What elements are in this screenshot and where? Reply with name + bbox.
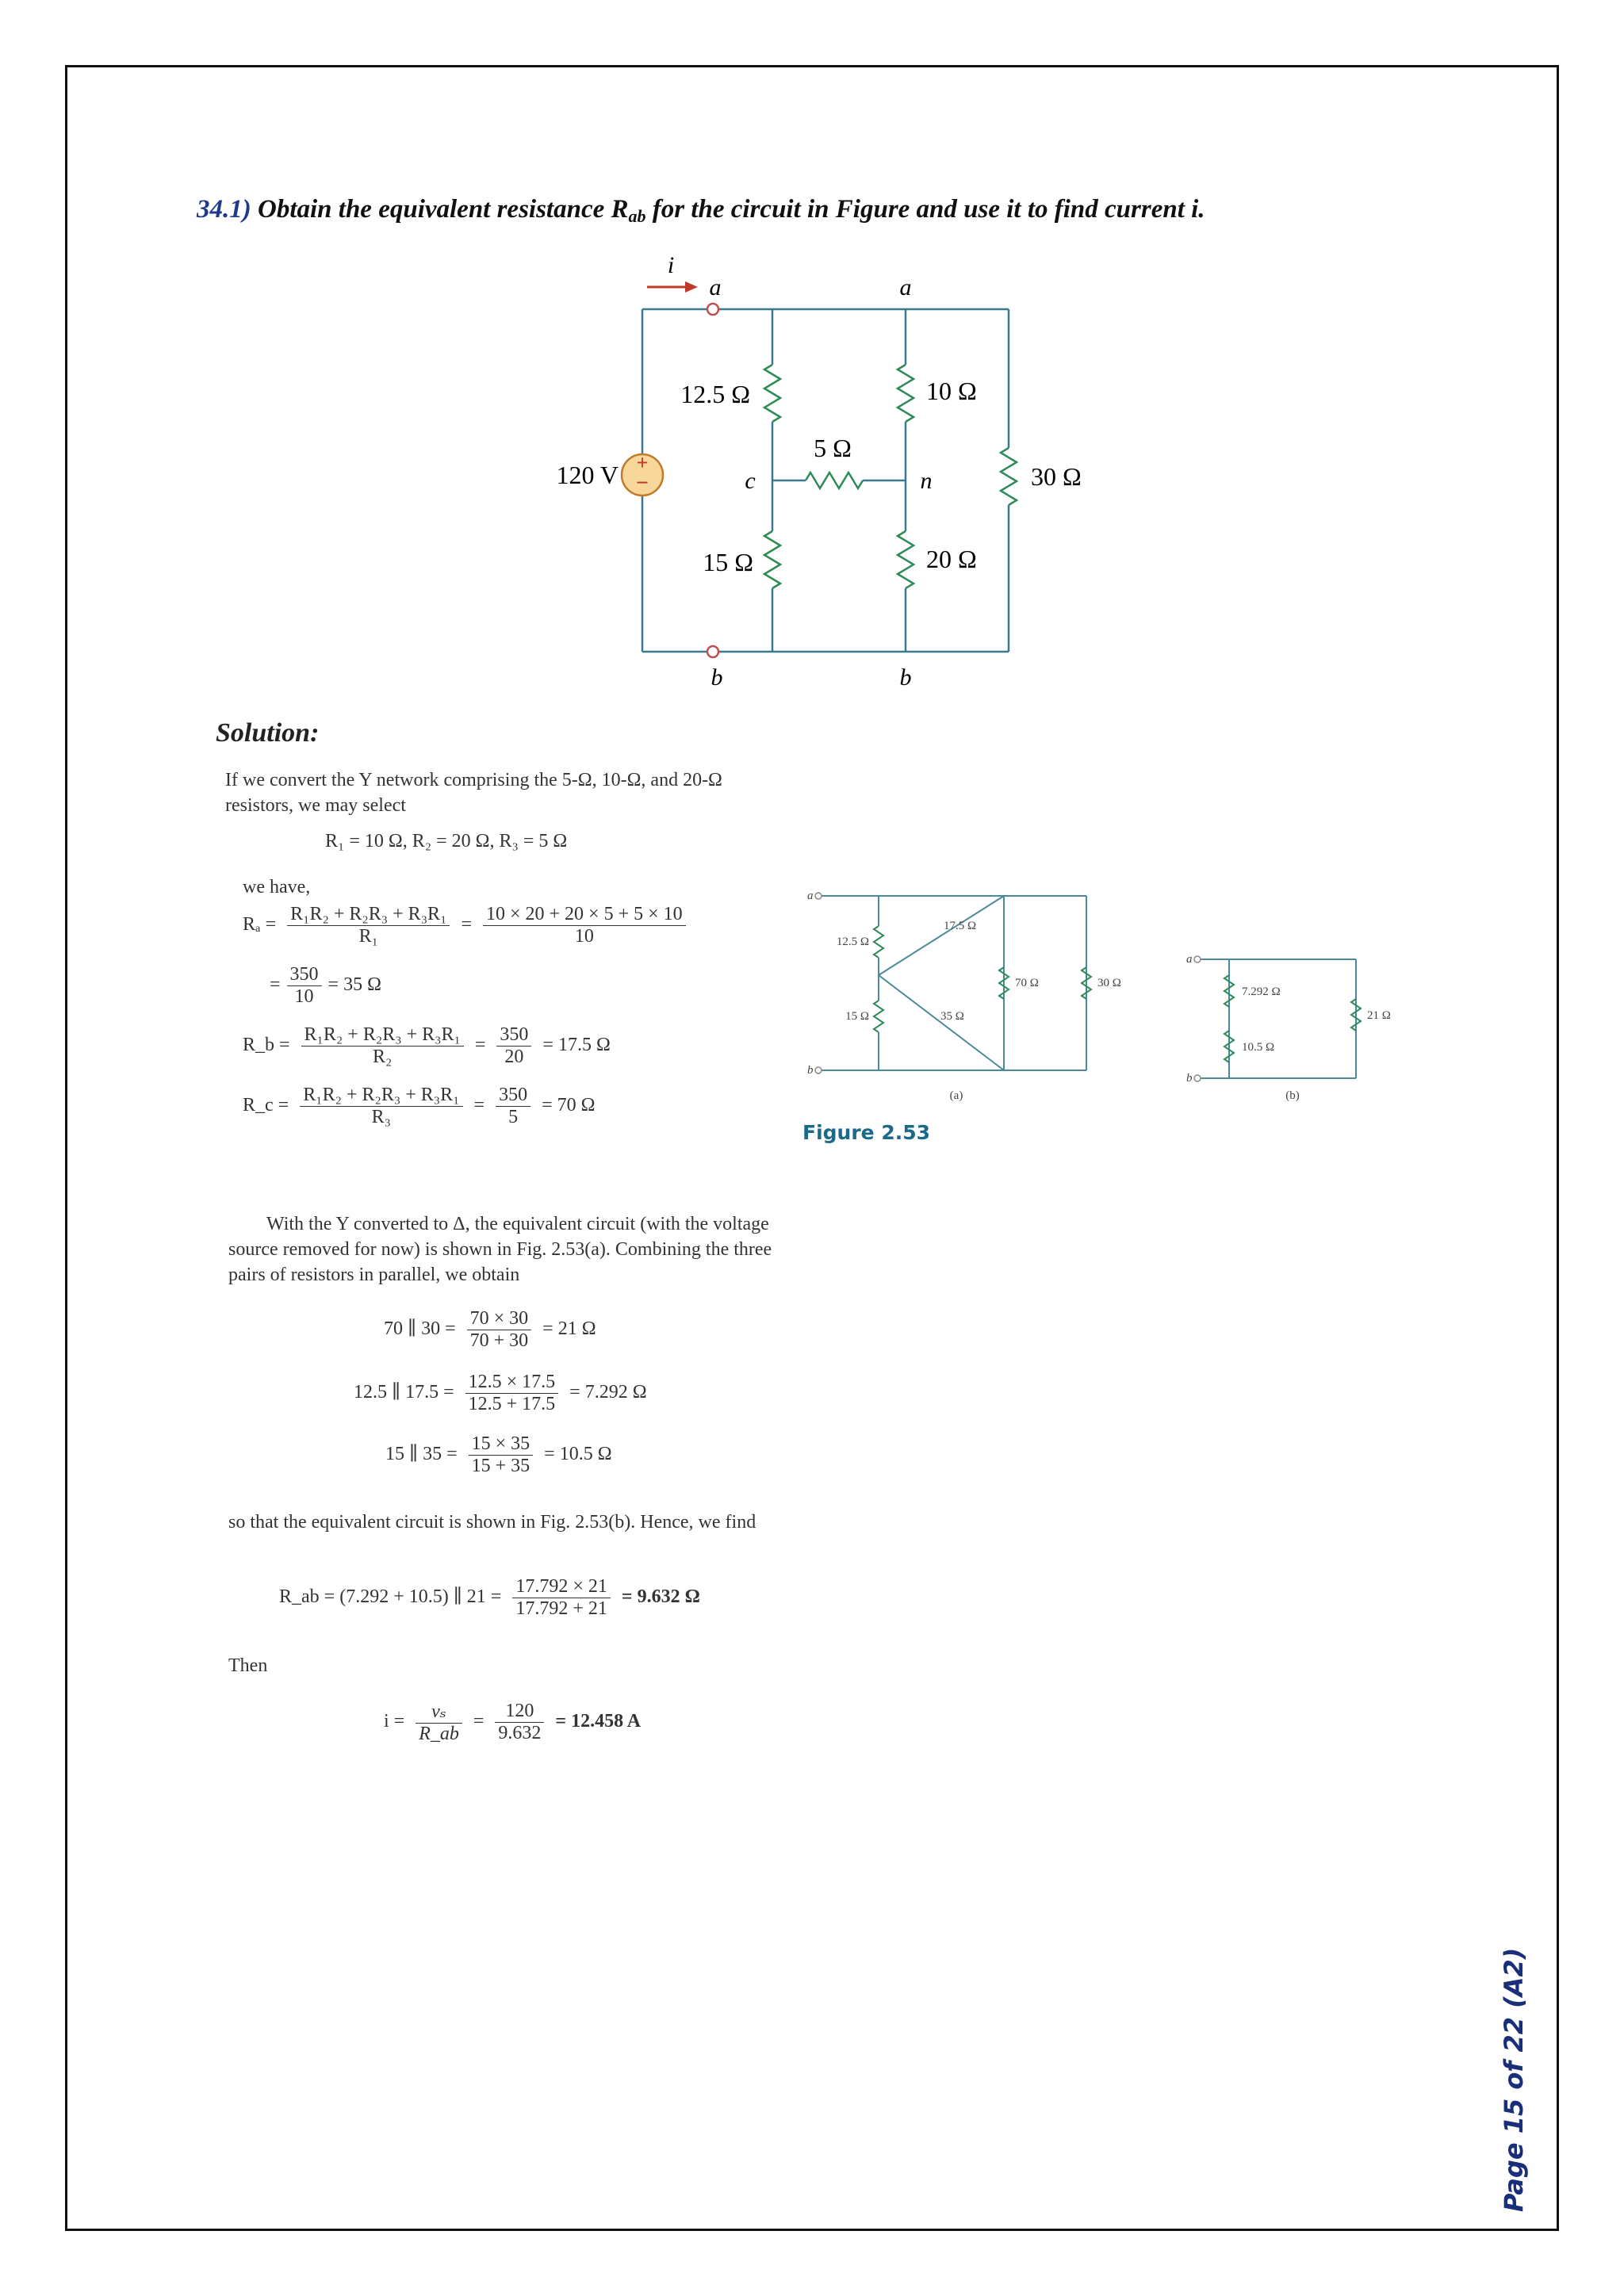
current-label: i (667, 252, 675, 278)
fig-b-r7292: 7.292 Ω (1242, 985, 1281, 998)
r5-label: 5 Ω (814, 434, 852, 462)
figure-2-53 (801, 880, 1419, 1118)
par-eq-2: 12.5 ∥ 17.5 = $\frac{12.5 \times 17.5}{12.5 + 17.5}$ = 7.292 Ω (354, 1372, 647, 1414)
eq-ra-lhs: Rₐ = (243, 914, 277, 936)
svg-text:+: + (636, 451, 649, 474)
eq-rb: R_b = $\frac{\text{R₁R₂ + R₂R₃ + R₃R₁}}{\text{R₂}}$ = $\frac{350}{20}$ = 17.5 Ω (243, 1024, 611, 1067)
paragraph-2: With the Y converted to Δ, the equivalent circuit (with the voltage source removed for now) is shown in Fig. 2.53(a). Combining the three pairs of resistors in parallel, we obtain (228, 1214, 772, 1285)
node-a2-label: a (899, 274, 912, 300)
node-b2-label: b (899, 664, 912, 691)
question-line (197, 195, 1205, 227)
question-text-before: Obtain the equivalent resistance R (258, 195, 629, 224)
fig-b-tag: (b) (1285, 1089, 1300, 1102)
page-number: Page 15 of 22 (A2) (1499, 1947, 1529, 2212)
fig-a-r15: 15 Ω (845, 1010, 869, 1023)
r30-label: 30 Ω (1031, 462, 1082, 491)
source-label: 120 V (556, 461, 619, 489)
eq-ra-frac1: $\frac{\text{R₁R₂ + R₂R₃ + R₃R₁}}{\text{R₁}}$ (287, 904, 450, 947)
par-eq-3: 15 ∥ 35 = $\frac{15 \times 35}{15 + 35}$ = 10.5 Ω (385, 1433, 612, 1476)
circuit-diagram (508, 246, 1142, 706)
r15-label: 15 Ω (703, 548, 753, 576)
fig-b-r105: 10.5 Ω (1242, 1041, 1275, 1054)
fig-a-r35: 35 Ω (940, 1010, 964, 1023)
eq-rc: R_c = $\frac{\text{R₁R₂ + R₂R₃ + R₃R₁}}{\text{R₃}}$ = $\frac{350}{5}$ = 70 Ω (243, 1085, 596, 1127)
we-have-text: we have, (243, 877, 311, 897)
intro-paragraph: If we convert the Y network comprising the 5-Ω, 10-Ω, and 20-Ω resistors, we may select (225, 770, 722, 816)
solution-heading: Solution: (216, 718, 320, 748)
svg-text:−: − (636, 471, 649, 496)
fig-a-r30: 30 Ω (1097, 977, 1121, 989)
current-result: = 12.458 A (555, 1711, 642, 1732)
fig-b-node-b: b (1186, 1072, 1193, 1085)
fig-a-r175: 17.5 Ω (944, 920, 977, 932)
node-n-label: n (920, 468, 933, 494)
node-b1-label: b (710, 664, 723, 691)
question-number: 34.1) (197, 195, 251, 224)
node-a1-label: a (709, 274, 722, 300)
fig-a-r125: 12.5 Ω (836, 936, 869, 948)
eq-ra-frac2: $\frac{10 \times 20 + 20 \times 5 + 5 \times 10}{10}$ (483, 904, 686, 947)
par-eq-1: 70 ∥ 30 = $\frac{70 \times 30}{70 + 30}$ = 21 Ω (384, 1308, 596, 1351)
rab-result: = 9.632 Ω (621, 1586, 700, 1608)
fig-a-node-a: a (807, 890, 814, 902)
fig-a-tag: (a) (949, 1089, 963, 1102)
rab-equation: R_ab = (7.292 + 10.5) ∥ 21 = $\frac{17.792 \times 21}{17.792 + 21}$ = 9.632 Ω (279, 1576, 700, 1619)
then-text: Then (228, 1655, 268, 1676)
r12-5-label: 12.5 Ω (680, 380, 750, 408)
eq-ra2-frac: $\frac{350}{10}$ (287, 964, 322, 1008)
r20-label: 20 Ω (926, 545, 977, 573)
fig-a-r70: 70 Ω (1015, 977, 1039, 989)
paragraph-3: so that the equivalent circuit is shown in Fig. 2.53(b). Hence, we find (228, 1512, 756, 1533)
fig-b-node-a: a (1186, 953, 1193, 966)
eq-ra: Rₐ = $\frac{\text{R₁R₂ + R₂R₃ + R₃R₁}}{\text{R₁}}$ = $\frac{10 \times 20 + 20 \times 5 + 5 \times 10}{10}$ (243, 904, 692, 947)
select-line: R₁ = 10 Ω, R₂ = 20 Ω, R₃ = 5 Ω (325, 831, 568, 851)
question-text-after: for the circuit in Figure and use it to find current i. (652, 195, 1205, 224)
fig-a-node-b: b (807, 1064, 814, 1077)
eq-ra2: = $\frac{350}{10}$ = 35 Ω (270, 964, 381, 1007)
figure-caption: Figure 2.53 (802, 1121, 931, 1144)
node-c-label: c (745, 468, 756, 494)
current-equation: i = $\frac{\text{vₛ}}{R\_ab}$ = $\frac{120}{9.632}$ = 12.458 A (384, 1701, 642, 1744)
fig-b-r21: 21 Ω (1367, 1009, 1391, 1022)
question-subscript: ab (628, 206, 646, 226)
r10-label: 10 Ω (926, 377, 977, 405)
